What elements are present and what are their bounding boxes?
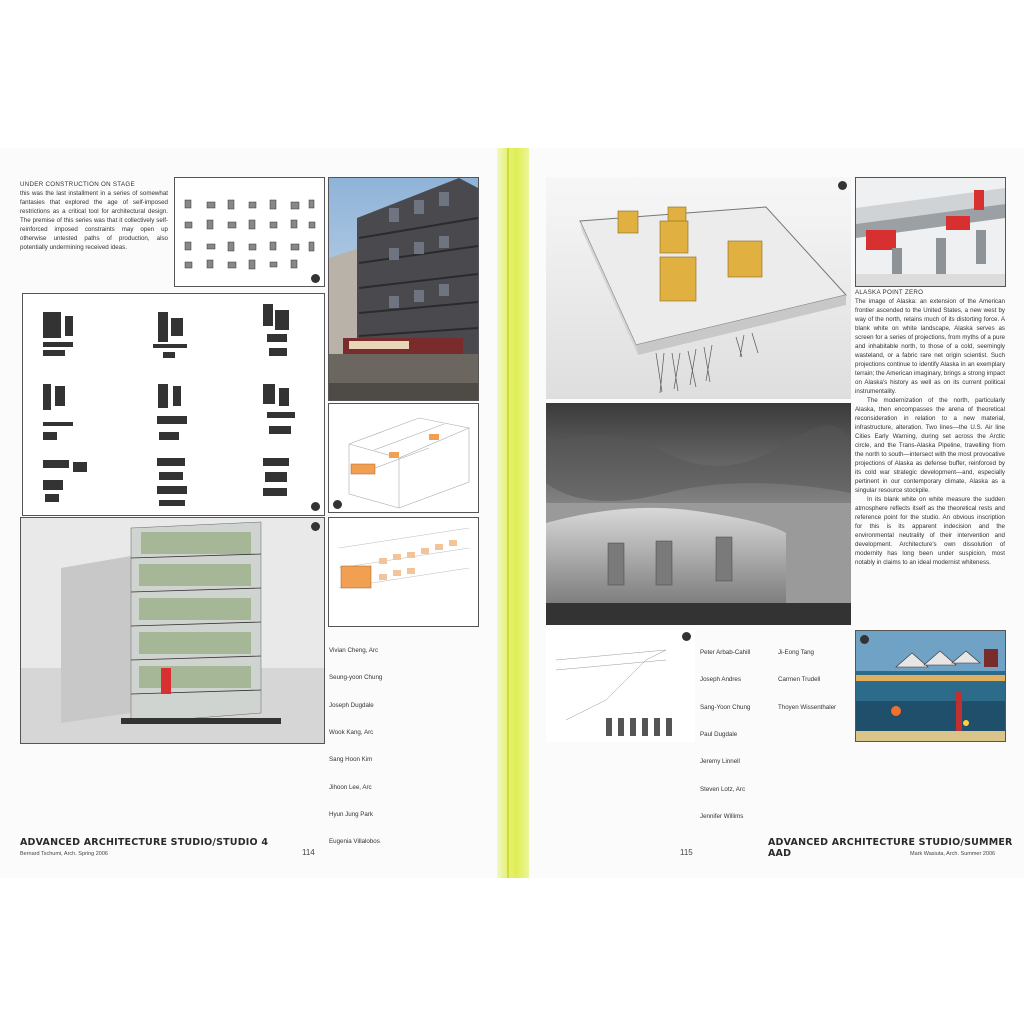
credit-line: Steven Lotz, Arc xyxy=(700,785,746,793)
figure-platform-render xyxy=(546,177,851,399)
figure-number-badge xyxy=(550,612,559,621)
figure-number-badge xyxy=(311,274,320,283)
figure-number-badge xyxy=(682,632,691,641)
platform-render-image xyxy=(546,177,851,399)
credit-line: Ji-Eong Tang xyxy=(778,649,815,657)
right-footer-title: ADVANCED ARCHITECTURE STUDIO/SUMMER AAD xyxy=(768,837,1013,859)
credit-line: Jihoon Lee, Arc xyxy=(329,783,372,791)
credit-line: Joseph Andres xyxy=(700,676,741,684)
building-photo-image xyxy=(329,178,478,400)
right-text-block xyxy=(855,288,1005,567)
credit-line: Eugenia Villalobos xyxy=(329,838,380,846)
credit-line: Peter Arbab-Cahill xyxy=(700,649,751,657)
right-credits-b xyxy=(778,630,836,721)
massing-grid-drawing xyxy=(175,178,324,286)
plan-drawing-image xyxy=(329,518,478,626)
figure-number-badge xyxy=(860,635,869,644)
credit-line: Paul Dugdale xyxy=(700,731,738,739)
right-para-2: The modernization of the north, particularly Alaska, then encompasses the arena of theoretical reconsideration in relation to a new material, infrastructure, alteration. Two lines—the U.S. Air line Cities Early Warning, during set across the Arctic circle, and the Trans-Alaska Pipeline, travelling from the north to south—intersect with the most provocative projections of Alaska as defense buffer, reinforced by its cold war strategic development—and, especially pertinent in our contemporary climate, Alaska as a singular resource stockpile. xyxy=(855,397,1005,494)
figure-structure-render xyxy=(855,177,1006,287)
figure-number-badge xyxy=(838,181,847,190)
right-credits-a xyxy=(700,630,750,830)
building-render-image xyxy=(21,518,324,743)
credit-line: Jeremy Linnell xyxy=(700,758,740,766)
left-credits xyxy=(329,628,382,855)
credit-line: Sang Hoon Kim xyxy=(329,756,373,764)
left-page-number: 114 xyxy=(302,848,315,857)
right-para-3: In its blank white on white measure the sudden atmosphere reflects itself as the theoretical rests and reference point for the studio. An obvious inscription for this is its apparent indecision and the environmental neutrality of their intervention and development. Architecture's own dissolution of modernity has long been under suspicion, most notably in claims to an ideal modernist whiteness. xyxy=(855,496,1005,566)
sketch-diagram-image xyxy=(546,630,695,742)
figure-landscape-render xyxy=(546,403,851,625)
landscape-render-image xyxy=(546,403,851,625)
figure-number-badge xyxy=(333,500,342,509)
ocean-render-image xyxy=(856,631,1005,741)
right-para-1: The image of Alaska: an extension of the American frontier ascended to the United States, a new west by way of the north, retains much of its distorting force. A blank white on white landscape, Alaska serves as screen for a series of projections, from myths of a pure and inhabitable north, to those of a cold, seemingly wasteland, or a fabric rare net origin scientist. Such projections continue to identify Alaska in an exemplary terrain; the American imaginary, brings a strong impact on Alaska's history as well as on its current political instrumentality. xyxy=(855,298,1005,395)
binding-edge xyxy=(507,148,509,878)
figure-building-photo xyxy=(328,177,479,401)
right-heading: ALASKA POINT ZERO xyxy=(855,289,924,296)
left-text-block xyxy=(20,180,168,252)
left-intro: this was the last installment in a series of somewhat fantasies that explored the age of self-imposed restrictions as a critical tool for architectural design. The premise of this series was that it collectively self-reinforced imposed constraints may open up otherwise untested paths of production, also potentially undermining received ideas. xyxy=(20,190,168,251)
credit-line: Thoyen Wissenthaler xyxy=(778,703,837,711)
credit-line: Sang-Yoon Chung xyxy=(700,703,751,711)
figure-building-render xyxy=(20,517,325,744)
credit-line: Seung-yoon Chung xyxy=(329,674,383,682)
figure-sketch-diagram xyxy=(546,630,695,742)
right-footer-subtitle: Mark Wasiuta, Arch. Summer 2006 xyxy=(910,851,996,857)
left-footer-title: ADVANCED ARCHITECTURE STUDIO/STUDIO 4 xyxy=(20,837,269,848)
elevation-drawings-image xyxy=(23,294,324,515)
left-heading: UNDER CONSTRUCTION ON STAGE xyxy=(20,181,135,188)
credit-line: Joseph Dugdale xyxy=(329,701,374,709)
figure-plan-drawing xyxy=(328,517,479,627)
figure-ocean-render xyxy=(855,630,1006,742)
figure-number-badge xyxy=(311,522,320,531)
binding-spine xyxy=(497,148,529,878)
credit-line: Carmen Trudell xyxy=(778,676,821,684)
figure-axon-section xyxy=(328,403,479,513)
figure-massing-grid xyxy=(174,177,325,287)
credit-line: Jennifer Willims xyxy=(700,812,744,820)
credit-line: Wook Kang, Arc xyxy=(329,729,374,737)
right-page-number: 115 xyxy=(680,848,693,857)
credit-line: Hyun Jung Park xyxy=(329,810,374,818)
axon-section-drawing xyxy=(329,404,478,512)
credit-line: Vivian Cheng, Arc xyxy=(329,647,379,655)
figure-number-badge xyxy=(311,502,320,511)
structure-render-image xyxy=(856,178,1005,286)
left-footer-subtitle: Bernard Tschumi, Arch. Spring 2006 xyxy=(20,851,108,857)
figure-elevation-drawings xyxy=(22,293,325,516)
